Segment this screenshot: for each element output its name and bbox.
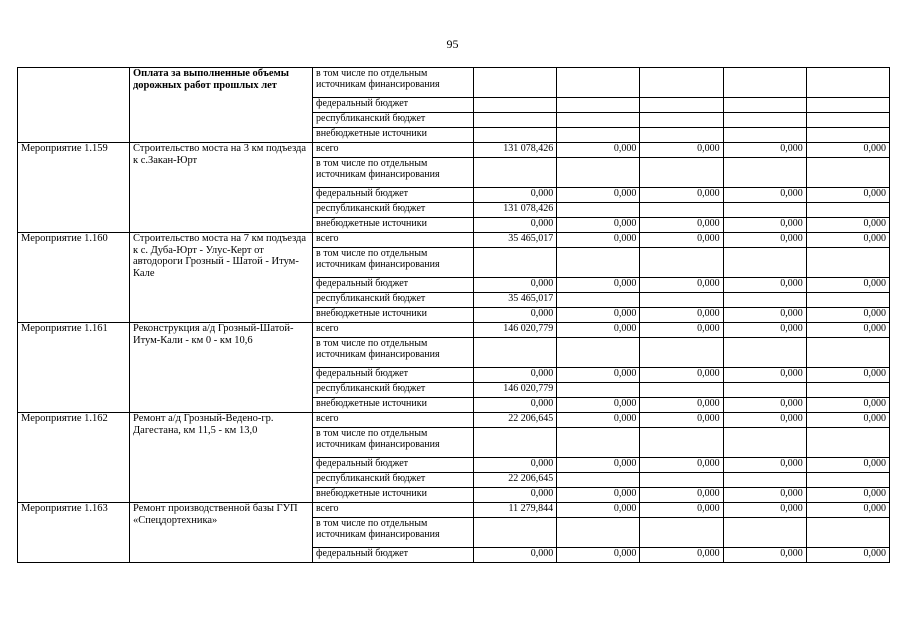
amount-cell: 0,000	[806, 188, 889, 203]
measure-name: Строительство моста на 7 км подъезда к с. Дуба-Юрт - Улус-Керт от автодороги Грозный - Шатой - Итум-Кале	[130, 233, 313, 323]
amount-cell	[474, 428, 557, 458]
amount-cell: 146 020,779	[474, 323, 557, 338]
amount-cell	[640, 473, 723, 488]
amount-cell	[640, 248, 723, 278]
amount-cell	[723, 98, 806, 113]
amount-cell: 11 279,844	[474, 503, 557, 518]
measure-name: Ремонт а/д Грозный-Ведено-гр. Дагестана, км 11,5 - км 13,0	[130, 413, 313, 503]
amount-cell: 0,000	[557, 143, 640, 158]
amount-cell	[474, 128, 557, 143]
amount-cell: 0,000	[557, 233, 640, 248]
amount-cell: 0,000	[806, 278, 889, 293]
amount-cell	[640, 128, 723, 143]
amount-cell	[806, 128, 889, 143]
amount-cell	[557, 293, 640, 308]
amount-cell: 0,000	[806, 548, 889, 563]
funding-source: в том числе по отдельным источникам финансирования	[313, 518, 474, 548]
amount-cell: 0,000	[806, 308, 889, 323]
amount-cell: 0,000	[557, 278, 640, 293]
amount-cell	[640, 428, 723, 458]
amount-cell	[474, 113, 557, 128]
amount-cell	[474, 158, 557, 188]
amount-cell	[806, 203, 889, 218]
amount-cell: 0,000	[640, 188, 723, 203]
amount-cell: 0,000	[723, 278, 806, 293]
amount-cell	[640, 113, 723, 128]
amount-cell: 35 465,017	[474, 233, 557, 248]
amount-cell: 146 020,779	[474, 383, 557, 398]
amount-cell: 0,000	[557, 398, 640, 413]
amount-cell	[640, 518, 723, 548]
amount-cell	[474, 68, 557, 98]
measure-name: Оплата за выполненные объемы дорожных работ прошлых лет	[130, 68, 313, 143]
amount-cell: 0,000	[640, 368, 723, 383]
funding-source: федеральный бюджет	[313, 458, 474, 473]
funding-source: в том числе по отдельным источникам финансирования	[313, 68, 474, 98]
amount-cell	[557, 338, 640, 368]
amount-cell	[474, 248, 557, 278]
amount-cell	[557, 518, 640, 548]
amount-cell: 0,000	[723, 548, 806, 563]
funding-source: республиканский бюджет	[313, 203, 474, 218]
amount-cell	[806, 428, 889, 458]
amount-cell: 0,000	[806, 503, 889, 518]
amount-cell: 0,000	[806, 398, 889, 413]
amount-cell	[723, 203, 806, 218]
amount-cell: 0,000	[806, 233, 889, 248]
amount-cell	[806, 473, 889, 488]
amount-cell: 0,000	[640, 218, 723, 233]
amount-cell	[557, 473, 640, 488]
amount-cell	[557, 128, 640, 143]
amount-cell: 0,000	[723, 308, 806, 323]
funding-source: республиканский бюджет	[313, 383, 474, 398]
measure-code: Мероприятие 1.160	[18, 233, 130, 323]
amount-cell: 131 078,426	[474, 203, 557, 218]
funding-source: всего	[313, 503, 474, 518]
amount-cell	[557, 383, 640, 398]
amount-cell: 0,000	[806, 218, 889, 233]
amount-cell: 0,000	[557, 188, 640, 203]
funding-source: всего	[313, 143, 474, 158]
amount-cell: 0,000	[806, 488, 889, 503]
funding-source: федеральный бюджет	[313, 368, 474, 383]
funding-source: внебюджетные источники	[313, 128, 474, 143]
amount-cell: 0,000	[640, 323, 723, 338]
funding-source: всего	[313, 233, 474, 248]
funding-source: республиканский бюджет	[313, 293, 474, 308]
amount-cell	[557, 68, 640, 98]
amount-cell: 0,000	[557, 308, 640, 323]
funding-source: внебюджетные источники	[313, 398, 474, 413]
amount-cell: 0,000	[723, 458, 806, 473]
amount-cell: 22 206,645	[474, 413, 557, 428]
amount-cell	[640, 158, 723, 188]
amount-cell: 0,000	[474, 368, 557, 383]
amount-cell: 0,000	[557, 548, 640, 563]
amount-cell	[723, 473, 806, 488]
funding-source: федеральный бюджет	[313, 188, 474, 203]
amount-cell	[557, 98, 640, 113]
amount-cell: 131 078,426	[474, 143, 557, 158]
amount-cell: 0,000	[723, 488, 806, 503]
amount-cell: 35 465,017	[474, 293, 557, 308]
amount-cell: 0,000	[806, 368, 889, 383]
amount-cell: 0,000	[806, 143, 889, 158]
amount-cell: 0,000	[723, 143, 806, 158]
funding-source: в том числе по отдельным источникам финансирования	[313, 158, 474, 188]
amount-cell	[806, 158, 889, 188]
measure-name: Ремонт производственной базы ГУП «Спецдортехника»	[130, 503, 313, 563]
amount-cell	[806, 98, 889, 113]
measure-code: Мероприятие 1.159	[18, 143, 130, 233]
amount-cell: 0,000	[557, 413, 640, 428]
amount-cell: 0,000	[640, 233, 723, 248]
funding-source: республиканский бюджет	[313, 473, 474, 488]
amount-cell	[806, 293, 889, 308]
amount-cell: 0,000	[474, 488, 557, 503]
funding-table-body	[18, 68, 890, 563]
amount-cell	[640, 383, 723, 398]
amount-cell	[474, 518, 557, 548]
amount-cell	[557, 203, 640, 218]
amount-cell: 0,000	[640, 458, 723, 473]
amount-cell	[557, 248, 640, 278]
amount-cell: 0,000	[474, 278, 557, 293]
amount-cell: 0,000	[640, 308, 723, 323]
funding-table	[17, 67, 890, 563]
amount-cell: 0,000	[640, 548, 723, 563]
table-row	[18, 323, 890, 338]
amount-cell: 0,000	[557, 218, 640, 233]
amount-cell	[723, 293, 806, 308]
funding-source: внебюджетные источники	[313, 218, 474, 233]
amount-cell	[474, 338, 557, 368]
amount-cell	[806, 518, 889, 548]
amount-cell	[806, 68, 889, 98]
amount-cell	[723, 68, 806, 98]
amount-cell: 0,000	[723, 218, 806, 233]
table-row	[18, 503, 890, 518]
amount-cell: 0,000	[806, 323, 889, 338]
measure-code	[18, 68, 130, 143]
amount-cell	[640, 68, 723, 98]
amount-cell: 0,000	[640, 503, 723, 518]
amount-cell: 0,000	[557, 323, 640, 338]
amount-cell: 0,000	[640, 143, 723, 158]
table-row	[18, 68, 890, 98]
amount-cell: 22 206,645	[474, 473, 557, 488]
amount-cell: 0,000	[723, 368, 806, 383]
amount-cell	[723, 518, 806, 548]
funding-source: в том числе по отдельным источникам финансирования	[313, 428, 474, 458]
amount-cell	[557, 113, 640, 128]
amount-cell: 0,000	[474, 188, 557, 203]
funding-source: федеральный бюджет	[313, 98, 474, 113]
amount-cell	[640, 203, 723, 218]
measure-code: Мероприятие 1.163	[18, 503, 130, 563]
amount-cell	[806, 248, 889, 278]
amount-cell	[723, 128, 806, 143]
measure-name: Реконструкция а/д Грозный-Шатой-Итум-Кали - км 0 - км 10,6	[130, 323, 313, 413]
amount-cell: 0,000	[723, 503, 806, 518]
amount-cell: 0,000	[474, 548, 557, 563]
amount-cell: 0,000	[640, 278, 723, 293]
funding-source: всего	[313, 413, 474, 428]
amount-cell	[723, 113, 806, 128]
amount-cell: 0,000	[557, 488, 640, 503]
amount-cell	[723, 338, 806, 368]
funding-source: всего	[313, 323, 474, 338]
funding-source: внебюджетные источники	[313, 308, 474, 323]
amount-cell	[557, 158, 640, 188]
funding-source: республиканский бюджет	[313, 113, 474, 128]
amount-cell: 0,000	[557, 458, 640, 473]
amount-cell	[723, 158, 806, 188]
funding-source: в том числе по отдельным источникам финансирования	[313, 338, 474, 368]
funding-source: федеральный бюджет	[313, 278, 474, 293]
amount-cell	[640, 98, 723, 113]
amount-cell	[557, 428, 640, 458]
amount-cell	[723, 428, 806, 458]
funding-source: федеральный бюджет	[313, 548, 474, 563]
funding-source: внебюджетные источники	[313, 488, 474, 503]
page-number: 95	[446, 37, 459, 51]
measure-name: Строительство моста на 3 км подъезда к с.Закан-Юрт	[130, 143, 313, 233]
amount-cell	[640, 338, 723, 368]
funding-source: в том числе по отдельным источникам финансирования	[313, 248, 474, 278]
table-row	[18, 233, 890, 248]
amount-cell: 0,000	[723, 188, 806, 203]
amount-cell: 0,000	[640, 488, 723, 503]
amount-cell: 0,000	[474, 218, 557, 233]
amount-cell: 0,000	[640, 413, 723, 428]
amount-cell	[806, 113, 889, 128]
amount-cell	[723, 383, 806, 398]
amount-cell: 0,000	[557, 368, 640, 383]
amount-cell: 0,000	[474, 308, 557, 323]
amount-cell: 0,000	[806, 413, 889, 428]
amount-cell: 0,000	[723, 398, 806, 413]
amount-cell	[806, 383, 889, 398]
measure-code: Мероприятие 1.161	[18, 323, 130, 413]
amount-cell: 0,000	[557, 503, 640, 518]
amount-cell	[474, 98, 557, 113]
table-row	[18, 143, 890, 158]
amount-cell	[640, 293, 723, 308]
measure-code: Мероприятие 1.162	[18, 413, 130, 503]
table-row	[18, 413, 890, 428]
amount-cell	[723, 248, 806, 278]
amount-cell: 0,000	[806, 458, 889, 473]
amount-cell: 0,000	[474, 458, 557, 473]
amount-cell: 0,000	[723, 323, 806, 338]
amount-cell: 0,000	[474, 398, 557, 413]
amount-cell: 0,000	[723, 413, 806, 428]
amount-cell: 0,000	[640, 398, 723, 413]
amount-cell: 0,000	[723, 233, 806, 248]
amount-cell	[806, 338, 889, 368]
